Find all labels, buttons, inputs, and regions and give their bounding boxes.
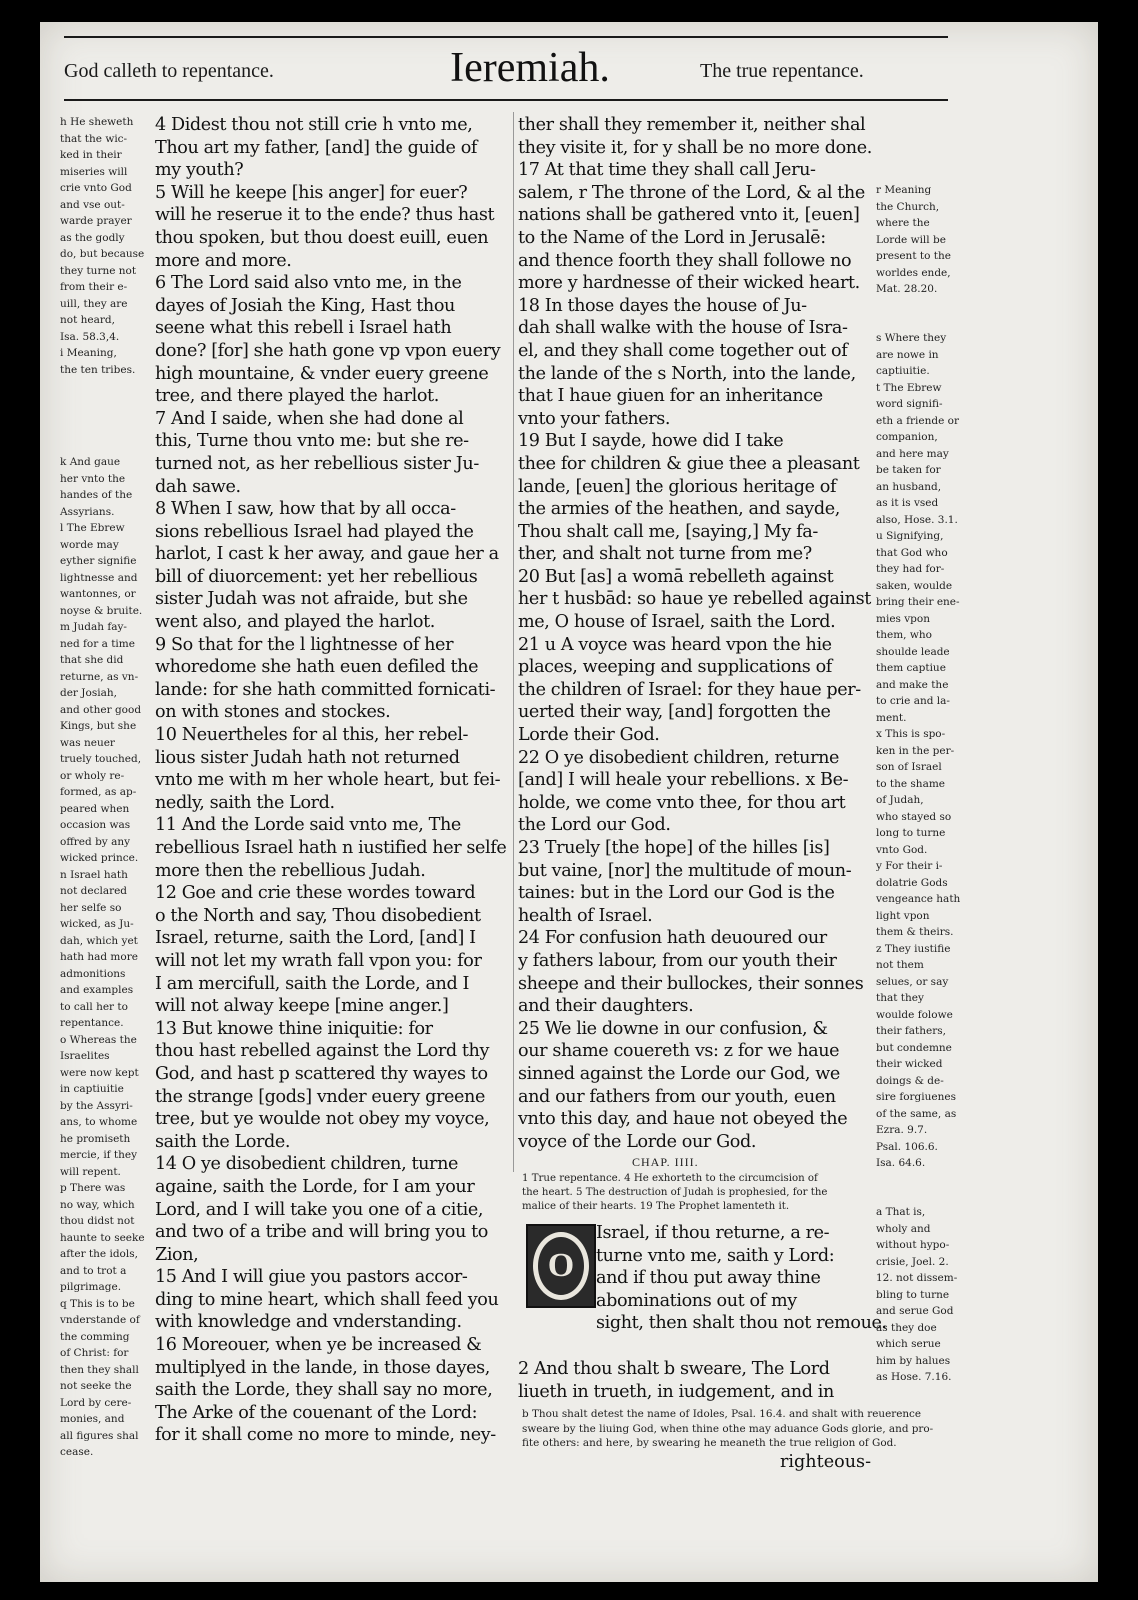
text-line: captiuitie. [876,365,930,377]
text-line: our shame couereth vs: z for we haue [518,1041,840,1062]
running-head-right: The true repentance. [700,60,864,82]
text-line: 11 And the Lorde said vnto me, The [155,815,461,836]
text-line: holde, we come vnto thee, for thou art [518,792,846,813]
text-line: that the wic- [60,132,128,145]
text-line: to crie and la- [876,695,950,707]
text-line: vnto your fathers. [518,408,671,429]
text-line: my youth? [155,160,244,181]
text-line: voyce of the Lorde our God. [518,1131,757,1152]
text-line: 14 O ye disobedient children, turne [155,1154,459,1175]
text-line: lande, [euen] the glorious heritage of [518,476,837,497]
text-line: ken in the per- [876,744,955,757]
text-line: woulde folowe [876,1008,953,1021]
text-line: turned not, as her rebellious sister Ju- [155,453,479,474]
text-line: thou spoken, but thou doest euill, euen [155,227,489,248]
text-line: wantonnes, or [60,588,136,600]
text-line: 5 Will he keepe [his anger] for euer? [155,182,468,203]
text-line: u Signifying, [876,530,944,542]
text-line: Kings, but she [60,720,137,732]
text-line: ans, to whome [60,1116,138,1128]
text-line: will not let my wrath fall vpon you: for [155,950,482,971]
text-line: Israelites [60,1050,110,1062]
text-line: as it is vsed [876,497,939,509]
text-line: that God who [876,546,948,559]
text-line: liueth in trueth, in iudgement, and in [518,1381,834,1402]
text-line: mies vpon [876,612,930,625]
text-line: not seeke the [60,1380,132,1392]
text-line: 12 Goe and crie these wordes toward [155,883,476,904]
text-line: their fathers, [876,1025,946,1037]
text-line: a That is, [876,1206,926,1218]
text-line: health of Israel. [518,905,653,926]
text-line: Thou art my father, [and] the guide of [155,137,478,158]
text-line: 4 Didest thou not still crie h vnto me, [155,115,473,135]
text-line: cease. [60,1446,94,1458]
text-line: lande: for she hath committed fornicati- [155,679,496,700]
text-line: more then the rebellious Judah. [155,860,426,881]
text-line: as Hose. 7.16. [876,1371,952,1383]
text-line: selues, or say [876,975,949,988]
right-margin-notes-2 [876,330,976,1172]
text-line: the children of Israel: for they haue per- [518,679,861,700]
text-line: 12. not dissem- [876,1272,958,1284]
text-line: bring their ene- [876,596,960,608]
text-line: i Meaning, [60,347,117,359]
text-line: thee for children & giue thee a pleasant [518,453,860,474]
text-line: them & theirs. [876,926,954,938]
text-line: der Josiah, [60,687,117,699]
text-line: and their daughters. [518,996,694,1017]
text-line: o the North and say, Thou disobedient [155,905,481,926]
text-line: vengeance hath [876,893,961,905]
text-line: handes of the [60,489,133,501]
text-line: n Israel hath [60,868,128,881]
text-line: el, and they shall come together out of [518,340,848,361]
text-line: vnto this day, and haue not obeyed the [518,1109,848,1130]
text-line: son of Israel [876,761,942,773]
text-line: no way, which [60,1198,135,1211]
text-line: salem, r The throne of the Lord, & al the [518,182,865,203]
text-line: noyse & bruite. [60,604,143,617]
text-line: her selfe so [60,901,122,914]
text-line: l The Ebrew [60,522,125,534]
text-line: places, weeping and supplications of [518,657,832,678]
text-line: for it shall come no more to minde, ney- [155,1425,496,1446]
text-line: without hypo- [876,1239,950,1251]
text-line: shoulde leade [876,645,950,658]
text-line: 18 In those dayes the house of Ju- [518,295,807,316]
text-line: saith the Lorde. [155,1131,291,1152]
text-line: turne vnto me, saith y Lord: [596,1245,835,1266]
text-line: 9 So that for the l lightnesse of her [155,634,454,655]
text-line: 21 u A voyce was heard vpon the hie [518,634,832,655]
text-line: repentance. [60,1017,124,1029]
text-line: thou didst not [60,1215,135,1227]
text-line: them captiue [876,662,946,674]
text-line: occasion was [60,819,131,831]
text-line: 16 Moreouer, when ye be increased & [155,1335,482,1356]
text-line: more and more. [155,250,292,271]
text-line: ment. [876,711,907,724]
text-line: k And gaue [60,456,121,468]
text-line: sweare by the liuing God, when thine othe may aduance Gods glorie, and pro- [522,1422,934,1435]
text-line: m Judah fay- [60,621,127,633]
text-line: sinned against the Lorde our God, we [518,1063,840,1084]
left-margin-notes-2 [60,454,158,1461]
text-line: from their e- [60,281,128,293]
text-line: will not alway keepe [mine anger.] [155,996,449,1017]
text-line: abominations out of my [596,1290,797,1311]
text-line: as the godly [60,231,125,244]
text-line: dayes of Josiah the King, Hast thou [155,295,455,316]
text-line: ther shall they remember it, neither shal [518,115,866,135]
text-line: dolatrie Gods [876,876,948,889]
text-line: and other good [60,703,142,716]
text-line: the Lord our God. [518,815,671,836]
text-line: God, and hast p scattered thy wayes to [155,1063,488,1084]
text-line: he promiseth [60,1132,131,1145]
text-line: bling to turne [876,1288,950,1301]
text-line: Israel, returne, saith the Lord, [and] I [155,928,476,949]
text-line: long to turne [876,827,946,839]
text-column-left [155,114,509,1447]
text-line: Mat. 28.20. [876,283,938,295]
text-line: doings & de- [876,1074,944,1087]
chapter-heading: CHAP. IIII. [632,1155,699,1169]
text-line: me, O house of Israel, saith the Lord. [518,612,836,633]
text-column-right [518,114,872,1153]
text-line: ther, and shalt not turne from me? [518,544,812,565]
text-line: monies, and [60,1413,125,1425]
text-line: an husband, [876,480,942,493]
text-line: 15 And I will giue you pastors accor- [155,1267,468,1288]
text-line: her vnto the [60,472,126,485]
text-line: nedly, saith the Lord. [155,792,335,813]
text-line: and thence foorth they shall followe no [518,250,852,271]
text-line: p There was [60,1182,126,1194]
text-line: not declared [60,885,128,897]
text-line: Zion, [155,1244,199,1265]
text-line: The Arke of the couenant of the Lord: [155,1402,478,1423]
text-line: eyther signifie [60,555,137,567]
text-line: whoredome she hath euen defiled the [155,657,479,678]
text-line: and to trot a [60,1264,127,1277]
text-line: their wicked [876,1058,943,1070]
verse-2 [518,1358,872,1403]
text-line: tree, but ye woulde not obey my voyce, [155,1109,490,1130]
text-line: all figures shal [60,1429,139,1442]
text-line: 2 And thou shalt b sweare, The Lord [518,1359,830,1379]
text-line: bill of diuorcement: yet her rebellious [155,566,478,587]
text-line: 13 But knowe thine iniquitie: for [155,1018,433,1039]
text-line: as they doe [876,1321,937,1334]
text-line: more y hardnesse of their wicked heart. [518,273,860,294]
running-head-left: God calleth to repentance. [64,60,274,82]
text-line: [and] I will heale your rebellions. x Be- [518,770,849,791]
text-line: the strange [gods] vnder euery greene [155,1086,485,1107]
text-line: b Thou shalt detest the name of Idoles, Psal. 16.4. and shalt with reuerence [522,1408,922,1420]
text-line: lightnesse and [60,571,138,584]
left-margin-notes-1 [60,114,158,378]
text-line: Psal. 106.6. [876,1140,938,1153]
text-line: 24 For confusion hath deuoured our [518,928,827,949]
text-line: worde may [60,538,119,551]
text-line: fite others: and here, by swearing he meaneth the true religion of God. [522,1437,897,1449]
text-line: with knowledge and vnderstanding. [155,1312,462,1333]
text-line: warde prayer [60,215,132,227]
text-line: Lorde will be [876,233,946,246]
text-line: uill, they are [60,297,128,310]
text-line: and vse out- [60,198,125,211]
text-line: Ezra. 9.7. [876,1124,928,1136]
text-line: eth a friende or [876,414,959,427]
text-line: 1 True repentance. 4 He exhorteth to the circumcision of [522,1173,818,1184]
text-line: Lord, and I will take you one of a citie, [155,1199,484,1220]
right-margin-notes-1 [876,182,976,298]
text-line: 8 When I saw, how that by all occa- [155,499,456,520]
text-line: which serue [876,1338,941,1350]
text-line: of Judah, [876,794,924,806]
text-line: them, who [876,629,932,641]
text-line: x This is spo- [876,728,946,740]
text-line: they visite it, for y shall be no more done. [518,137,872,158]
text-line: Assyrians. [60,505,115,518]
text-line: the ten tribes. [60,363,136,376]
text-line: haunte to seeke [60,1231,145,1244]
text-line: r Meaning [876,184,932,196]
page-leaf [40,22,1098,1582]
text-line: malice of their hearts. 19 The Prophet lamenteth it. [522,1201,790,1212]
text-line: sire forgiuenes [876,1091,956,1103]
text-line: s Where they [876,332,947,344]
text-line: the lande of the s North, into the lande, [518,363,856,384]
text-line: t The Ebrew [876,381,942,394]
text-line: 19 But I sayde, howe did I take [518,431,784,452]
text-line: and serue God [876,1305,954,1317]
text-line: pilgrimage. [60,1281,122,1293]
text-line: her t husbād: so haue ye rebelled against [518,589,871,610]
text-line: light vpon [876,909,930,922]
text-line: q This is to be [60,1297,135,1310]
text-line: was neuer [60,736,115,749]
text-line: of the same, as [876,1107,957,1120]
text-line: returne, as vn- [60,670,139,683]
text-line: and two of a tribe and will bring you to [155,1222,488,1243]
text-line: o Whereas the [60,1033,137,1046]
text-line: also, Hose. 3.1. [876,513,958,526]
text-line: and examples [60,984,134,996]
text-line: wholy and [876,1222,931,1235]
text-line: were now kept [60,1066,139,1079]
text-line: the heart. 5 The destruction of Judah is prophesied, for the [522,1187,828,1198]
text-line: 25 We lie downe in our confusion, & [518,1018,828,1039]
text-line: to call her to [60,1000,128,1013]
text-line: wicked, as Ju- [60,918,134,930]
text-line: on with stones and stockes. [155,702,391,723]
catchword: righteous- [780,1452,872,1472]
text-line: crie vnto God [60,182,132,194]
text-line: but condemne [876,1041,952,1054]
column-divider [513,112,514,1172]
text-line: wicked prince. [60,852,139,864]
text-line: 23 Truely [the hope] of the hilles [is] [518,838,830,858]
text-line: admonitions [60,967,126,980]
text-line: Lord by cere- [60,1396,132,1409]
text-line: offred by any [60,835,131,848]
text-line: then they shall [60,1363,139,1376]
text-line: him by halues [876,1354,951,1367]
text-line: I am mercifull, saith the Lorde, and I [155,973,470,994]
text-line: or wholy re- [60,769,125,782]
text-line: in captiuitie [60,1083,124,1095]
text-line: be taken for [876,464,941,476]
text-line: 6 The Lord said also vnto me, in the [155,273,462,294]
text-line: and our fathers from our youth, euen [518,1086,836,1107]
text-line: ned for a time [60,637,135,650]
text-line: worldes ende, [876,266,951,279]
text-line: nations shall be gathered vnto it, [euen] [518,205,860,226]
text-line: done? [for] she hath gone vp vpon euery [155,340,501,361]
text-line: Thou shalt call me, [saying,] My fa- [518,521,818,542]
text-line: Isa. 58.3,4. [60,330,120,343]
text-line: do, but because [60,248,145,260]
chapter-summary [522,1172,882,1214]
text-line: saken, woulde [876,579,953,592]
text-line: who stayed so [876,810,952,823]
text-line: thou hast rebelled against the Lord thy [155,1041,490,1062]
text-line: sheepe and their bullockes, their sonnes [518,973,864,994]
text-line: 7 And I saide, when she had done al [155,408,464,429]
text-line: and here may [876,447,949,460]
text-line: of Christ: for [60,1347,129,1359]
initial-letter: O [533,1232,589,1300]
text-line: crisie, Joel. 2. [876,1255,949,1268]
right-margin-notes-3 [876,1204,976,1386]
text-line: Israel, if thou returne, a re- [596,1223,830,1243]
text-line: after the idols, [60,1248,138,1260]
text-line: dah sawe. [155,476,241,497]
page-title: Ieremiah. [450,45,610,91]
text-line: multiplyed in the lande, in those dayes, [155,1357,490,1378]
text-line: lious sister Judah hath not returned [155,747,460,768]
text-line: mercie, if they [60,1149,138,1161]
text-line: seene what this rebell i Israel hath [155,318,452,339]
text-line: y For their i- [876,860,943,872]
text-line: peared when [60,802,130,815]
text-line: 10 Neuertheles for al this, her rebel- [155,725,469,746]
text-line: and make the [876,678,949,691]
text-line: h He sheweth [60,116,134,128]
text-line: are nowe in [876,348,939,361]
decorated-initial [526,1224,596,1308]
text-line: uerted their way, [and] forgotten the [518,702,831,723]
text-line: sions rebellious Israel had played the [155,521,474,542]
text-line: the armies of the heathen, and sayde, [518,499,840,520]
text-line: sister Judah was not afraide, but she [155,589,468,610]
text-line: dah, which yet [60,934,138,947]
text-line: they had for- [876,563,945,575]
text-line: that she did [60,654,124,666]
text-line: vnto God. [876,843,928,856]
text-line: 22 O ye disobedient children, returne [518,747,840,768]
text-line: sight, then shalt thou not remoue. [596,1313,887,1334]
text-line: will repent. [60,1165,121,1178]
text-line: hath had more [60,951,138,963]
text-line: but vaine, [nor] the multitude of moun- [518,860,852,881]
text-line: not heard, [60,314,115,326]
chapter-footnote [522,1407,982,1451]
text-line: to the shame [876,777,945,790]
text-line: the comming [60,1330,130,1343]
text-line: word signifi- [876,398,943,410]
text-line: by the Assyri- [60,1099,133,1112]
header-rule [64,99,948,101]
text-line: saith the Lorde, they shall say no more, [155,1380,493,1401]
text-line: rebellious Israel hath n iustified her selfe [155,838,507,858]
text-line: they turne not [60,264,137,277]
text-line: high mountaine, & vnder euery greene [155,363,489,384]
text-line: dah shall walke with the house of Isra- [518,318,848,339]
text-line: this, Turne thou vnto me: but she re- [155,431,469,452]
text-line: 17 At that time they shall call Jeru- [518,160,816,181]
text-line: Lorde their God. [518,725,660,746]
text-line: will he reserue it to the ende? thus hast [155,205,495,226]
text-line: tree, and there played the harlot. [155,386,439,407]
text-line: went also, and played the harlot. [155,612,435,633]
text-line: ked in their [60,149,122,161]
text-line: ding to mine heart, which shall feed you [155,1289,499,1310]
text-line: y fathers labour, from our youth their [518,950,837,971]
text-line: to the Name of the Lord in Jerusalē: [518,227,826,248]
text-line: and if thou put away thine [596,1268,821,1289]
text-line: vnderstande of [60,1314,140,1326]
text-line: not them [876,959,924,971]
text-line: taines: but in the Lord our God is the [518,883,835,904]
text-line: formed, as ap- [60,786,137,798]
top-rule [64,36,948,38]
text-line: companion, [876,431,938,443]
text-line: truely touched, [60,753,142,765]
text-line: vnto me with m her whole heart, but fei- [155,770,501,791]
text-line: that they [876,992,924,1004]
text-line: that I haue giuen for an inheritance [518,386,823,407]
chapter-opening [596,1222,886,1335]
text-line: 20 But [as] a womā rebelleth against [518,566,834,587]
text-line: miseries will [60,165,128,178]
text-line: z They iustifie [876,942,951,955]
text-line: harlot, I cast k her away, and gaue her a [155,544,499,565]
text-line: Isa. 64.6. [876,1157,926,1169]
text-line: present to the [876,250,951,262]
text-line: the Church, [876,200,940,213]
text-line: where the [876,217,930,229]
text-line: againe, saith the Lorde, for I am your [155,1176,475,1197]
